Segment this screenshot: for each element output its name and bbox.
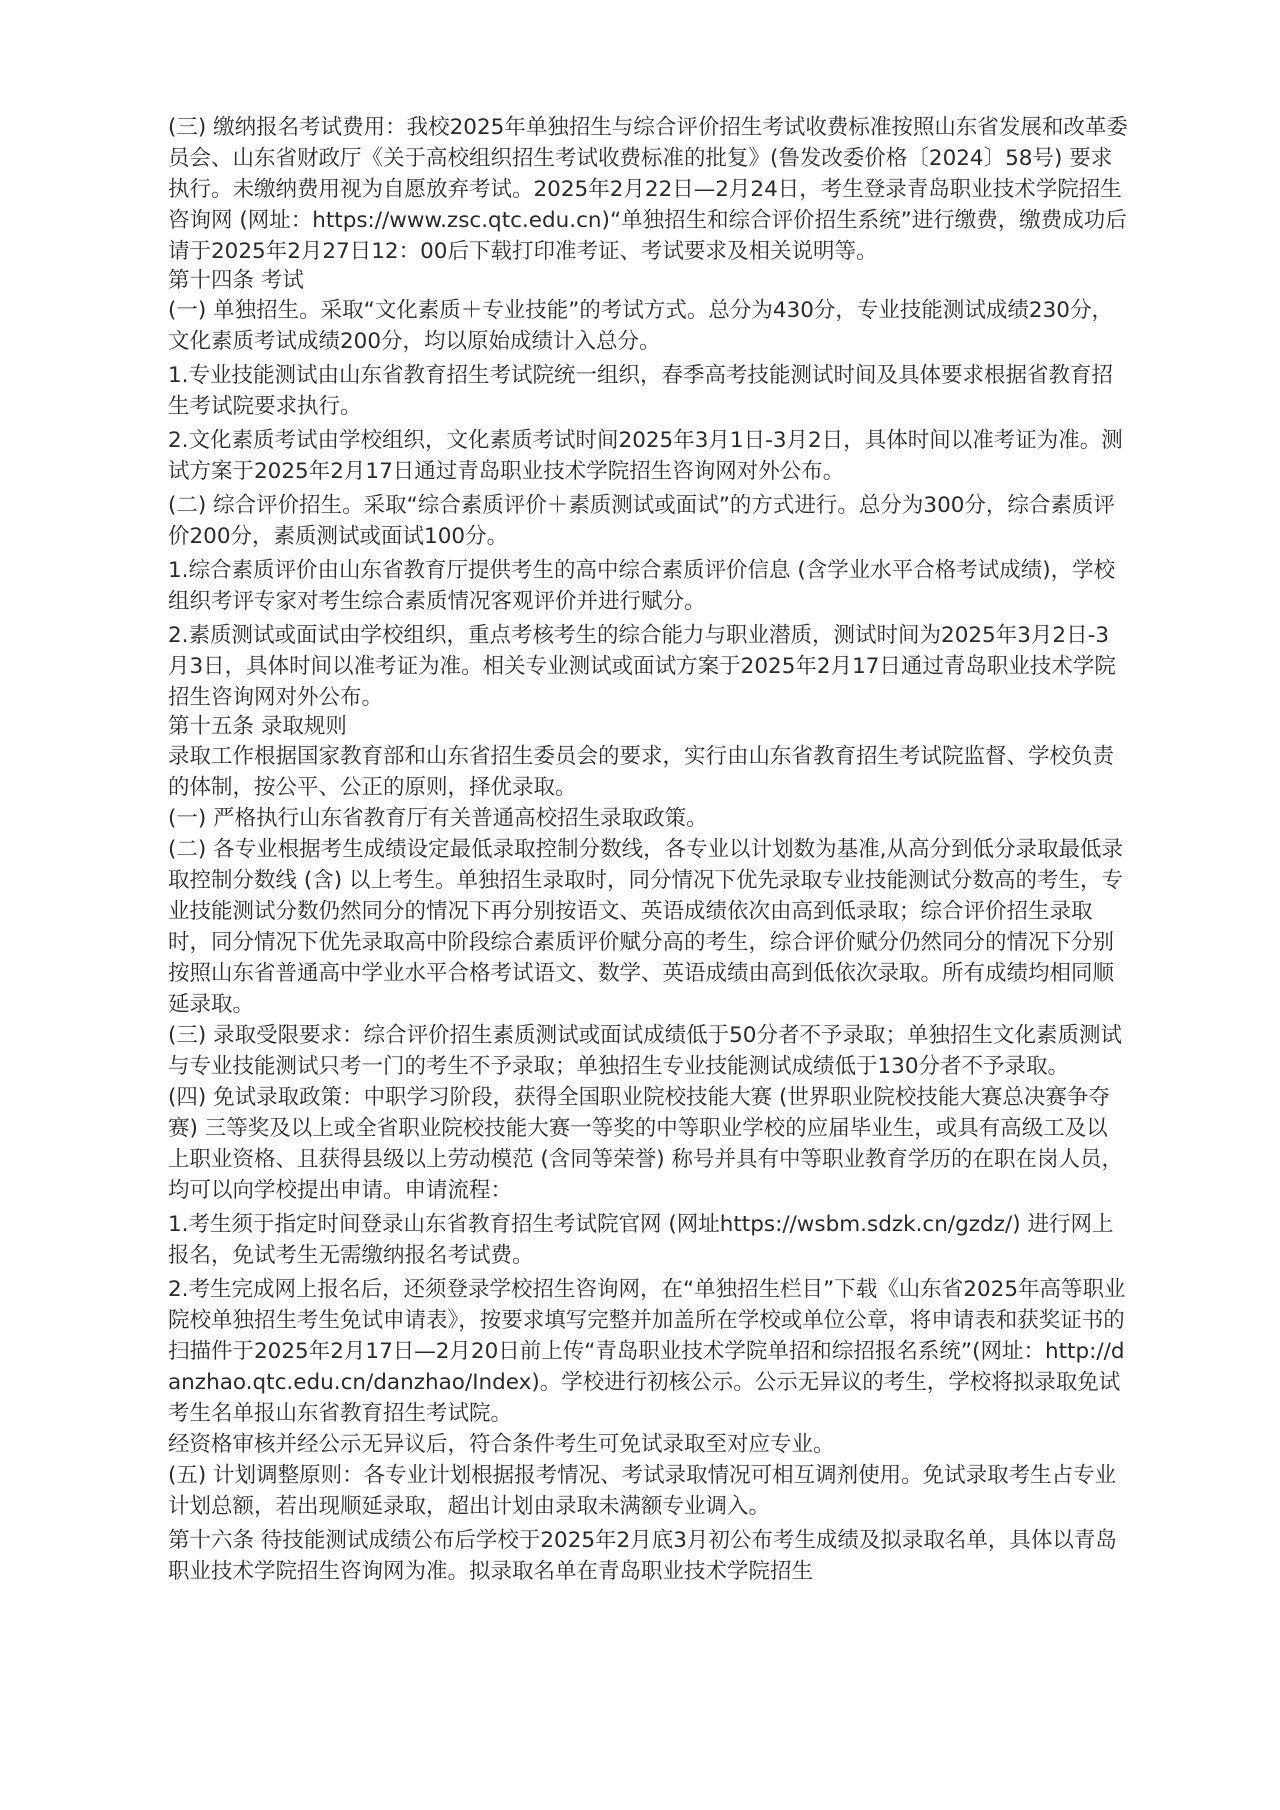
paragraph-single-enroll: (一) 单独招生。采取“文化素质＋专业技能”的考试方式。总分为430分，专业技能测试成绩230分，文化素质考试成绩200分，均以原始成绩计入总分。: [168, 298, 1113, 354]
paragraph-single-enroll-1: 1.专业技能测试由山东省教育招生考试院统一组织，春季高考技能测试时间及具体要求根据省教育招生考试院要求执行。: [168, 363, 1114, 419]
paragraph-admission-5: (五) 计划调整原则：各专业计划根据报考情况、考试录取情况可相互调剂使用。免试录取考生占专业计划总额，若出现顺延录取，超出计划由录取未满额专业调入。: [168, 1463, 1117, 1519]
paragraph-admission-4-3: 经资格审核并经公示无异议后，符合条件考生可免试录取至对应专业。: [168, 1432, 835, 1457]
paragraph-comprehensive-enroll-1: 1.综合素质评价由山东省教育厅提供考生的高中综合素质评价信息 (含学业水平合格考试成绩)，学校组织考评专家对考生综合素质情况客观评价并进行赋分。: [168, 558, 1116, 614]
paragraph-comprehensive-enroll-2: 2.素质测试或面试由学校组织，重点考核考生的综合能力与职业潜质，测试时间为2025年3月2日-3月3日，具体时间以准考证为准。相关专业测试或面试方案于2025年2月17日通过青岛职业技术学院招生咨询网对外公布。: [168, 623, 1116, 710]
paragraph-admission-1: (一) 严格执行山东省教育厅有关普通高校招生录取政策。: [168, 806, 708, 831]
document-page: [168, 112, 1128, 1587]
paragraph-admission-3: (三) 录取受限要求：综合评价招生素质测试或面试成绩低于50分者不予录取；单独招生文化素质测试与专业技能测试只考一门的考生不予录取；单独招生专业技能测试成绩低于130分者不予录取。: [168, 1023, 1122, 1079]
paragraph-fee-payment: (三) 缴纳报名考试费用：我校2025年单独招生与综合评价招生考试收费标准按照山东省发展和改革委员会、山东省财政厅《关于高校组织招生考试收费标准的批复》(鲁发改委价格〔2024〕58号) 要求执行。未缴纳费用视为自愿放弃考试。2025年2月22日—2月24日，考生登录青岛职业技术学院招生咨询网 (网址：https://www.zsc.qtc.edu.cn)“单独招生和综合评价招生系统”进行缴费，缴费成功后请于2025年2月27日12：00后下载打印准考证、考试要求及相关说明等。: [168, 115, 1128, 264]
paragraph-admission-2: (二) 各专业根据考生成绩设定最低录取控制分数线，各专业以计划数为基准,从高分到低分录取最低录取控制分数线 (含) 以上考生。单独招生录取时，同分情况下优先录取专业技能测试分数高的考生，专业技能测试分数仍然同分的情况下再分别按语文、英语成绩依次由高到低录取；综合评价招生录取时，同分情况下优先录取高中阶段综合素质评价赋分高的考生，综合评价赋分仍然同分的情况下分别按照山东省普通高中学业水平合格考试语文、数学、英语成绩由高到低依次录取。所有成绩均相同顺延录取。: [168, 837, 1123, 1017]
heading-article-15: 第十五条 录取规则: [168, 714, 347, 739]
paragraph-admission-4-2: 2.考生完成网上报名后，还须登录学校招生咨询网，在“单独招生栏目”下载《山东省2025年高等职业院校单独招生考生免试申请表》，按要求填写完整并加盖所在学校或单位公章，将申请表和获奖证书的扫描件于2025年2月17日—2月20日前上传“青岛职业技术学院单招和综招报名系统”(网址：http://danzhao.qtc.edu.cn/danzhao/Index)。学校进行初核公示。公示无异议的考生，学校将拟录取免试考生名单报山东省教育招生考试院。: [168, 1277, 1126, 1426]
paragraph-comprehensive-enroll: (二) 综合评价招生。采取“综合素质评价＋素质测试或面试”的方式进行。总分为300分，综合素质评价200分，素质测试或面试100分。: [168, 493, 1115, 549]
paragraph-single-enroll-2: 2.文化素质考试由学校组织，文化素质考试时间2025年3月1日-3月2日，具体时间以准考证为准。测试方案于2025年2月17日通过青岛职业技术学院招生咨询网对外公布。: [168, 428, 1123, 484]
paragraph-admission-4: (四) 免试录取政策：中职学习阶段，获得全国职业院校技能大赛 (世界职业院校技能大赛总决赛争夺赛) 三等奖及以上或全省职业院校技能大赛一等奖的中等职业学校的应届毕业生，或具有高级工及以上职业资格、且获得县级以上劳动模范 (含同等荣誉) 称号并具有中等职业教育学历的在职在岗人员，均可以向学校提出申请。申请流程：: [168, 1085, 1123, 1203]
paragraph-admission-intro: 录取工作根据国家教育部和山东省招生委员会的要求，实行由山东省教育招生考试院监督、学校负责的体制，按公平、公正的原则，择优录取。: [168, 744, 1115, 800]
paragraph-admission-4-1: 1.考生须于指定时间登录山东省教育招生考试院官网 (网址https://wsbm.sdzk.cn/gzdz/) 进行网上报名，免试考生无需缴纳报名考试费。: [168, 1212, 1114, 1268]
paragraph-article-16: 第十六条 待技能测试成绩公布后学校于2025年2月底3月初公布考生成绩及拟录取名单，具体以青岛职业技术学院招生咨询网为准。拟录取名单在青岛职业技术学院招生: [168, 1528, 1117, 1584]
heading-article-14: 第十四条 考试: [168, 268, 304, 293]
